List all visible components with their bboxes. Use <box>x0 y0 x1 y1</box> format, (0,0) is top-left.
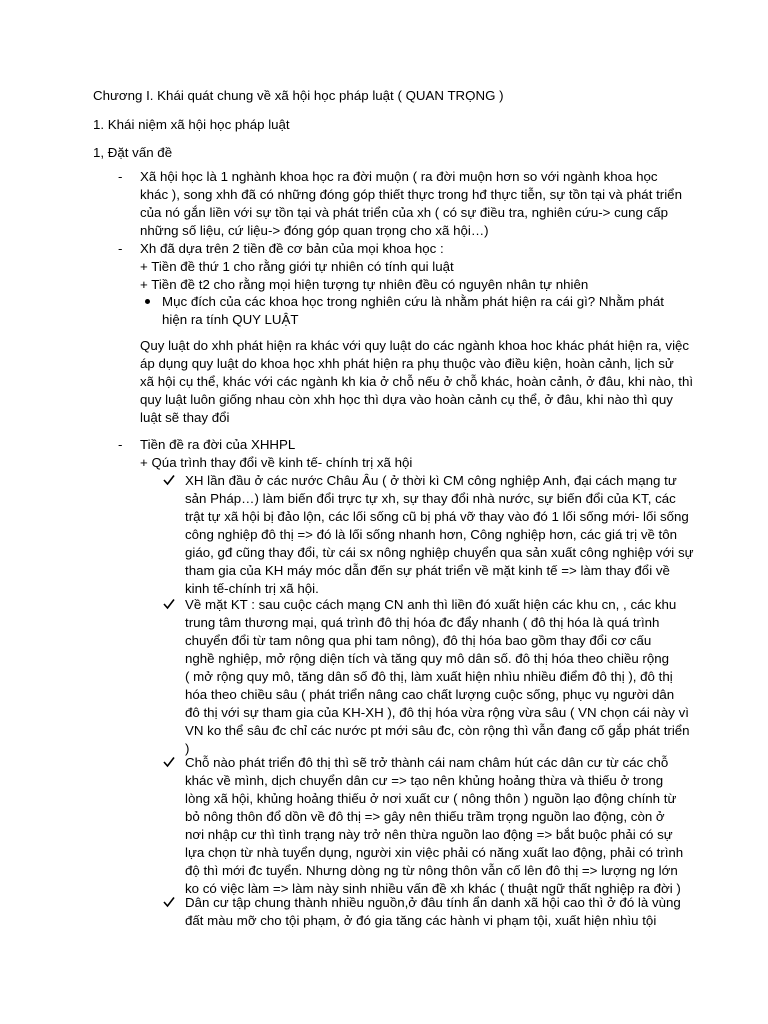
check-line: lựa chọn từ nhà tuyển dụng, người xin việc phải có năng xuất lao động, phải có trình <box>185 845 684 860</box>
check-line: ) <box>185 741 190 756</box>
check-line: đất màu mỡ cho tội phạm, ở đó gia tăng các hành vi phạm tội, xuất hiện nhìu tội <box>185 913 657 928</box>
check-line: Dân cư tập chung thành nhiều nguồn,ở đâu tính ẩn danh xã hội cao thì ở đó là vùng <box>185 895 681 910</box>
dot-line: Mục đích của các khoa học trong nghiên cứu là nhằm phát hiện ra cái gì? Nhằm phát <box>162 294 664 309</box>
check-line: trung tâm thương mại, quá trình đô thị hóa đc đẩy nhanh ( đô thị hóa là quá trình <box>185 615 660 630</box>
dash-marker: - <box>118 169 123 184</box>
check-line: ko có việc làm => làm này sinh nhiều vấn đề xh khác ( thuật ngữ thất nghiệp ra đời ) <box>185 881 681 896</box>
bullet-line: những số liệu, cứ liệu-> đóng góp quan trọng cho xã hội…) <box>140 223 489 238</box>
dash-marker: - <box>118 437 123 452</box>
checkmark-icon <box>162 895 176 909</box>
check-line: lòng xã hội, khủng hoảng thiếu ở nơi xuất cư ( nông thôn ) nguồn lạo động chính từ <box>185 791 677 806</box>
check-line: Chỗ nào phát triển đô thị thì sẽ trở thành cái nam châm hút các dân cư từ các chỗ <box>185 755 669 770</box>
paragraph-line: quy luật luôn giống nhau còn xhh học thì dựa vào hoàn cảnh cụ thể, ở đâu, khi nào thì quy <box>140 392 673 407</box>
check-line: VN ko thể sâu đc chỉ các nước pt mới sâu đc, còn rộng thì vẫn đang cố gắp phát triển <box>185 723 690 738</box>
check-line: hóa theo chiều sâu ( phát triển nâng cao chất lượng cuộc sống, phục vụ người dân <box>185 687 675 702</box>
check-line: XH lần đầu ở các nước Châu Âu ( ở thời kì CM công nghiệp Anh, đại cách mạng tư <box>185 473 677 488</box>
bullet-line: Xh đã dựa trên 2 tiền đề cơ bản của mọi khoa học : <box>140 241 444 256</box>
dot-line: hiện ra tính QUY LUẬT <box>162 312 299 327</box>
plus-line: + Tiền đề thứ 1 cho rằng giới tự nhiên có tính qui luật <box>140 259 454 274</box>
checkmark-icon <box>162 755 176 769</box>
chapter-title: Chương I. Khái quát chung về xã hội học pháp luật ( QUAN TRỌNG ) <box>93 88 504 103</box>
checkmark-icon <box>162 597 176 611</box>
paragraph-line: luật sẽ thay đổi <box>140 410 230 425</box>
bullet-line: Xã hội học là 1 nghành khoa học ra đời muộn ( ra đời muộn hơn so với ngành khoa học <box>140 169 658 184</box>
check-line: khác về mình, dịch chuyển dân cư => tạo nên khủng hoảng thừa và thiếu ở trong <box>185 773 664 788</box>
check-line: bỏ nông thôn đổ dồn về đô thị => gây nên thiếu trầm trọng nguồn lao động, còn ở <box>185 809 665 824</box>
checkmark-icon <box>162 473 176 487</box>
check-line: đô thị với sự tham gia của KH-XH ), đô thị hóa vừa rộng vừa sâu ( VN chọn cái này vì <box>185 705 689 720</box>
plus-line: + Qúa trình thay đổi về kinh tế- chính trị xã hội <box>140 455 413 470</box>
paragraph-line: xã hội cụ thể, khác với các ngành kh kia ở chỗ nếu ở chỗ khác, hoàn cảnh, ở đâu, khi nào, thì <box>140 374 694 389</box>
subsection-heading: 1, Đặt vấn đề <box>93 145 173 160</box>
check-line: trật tự xã hội bị đảo lộn, các lối sống cũ bị phá vỡ thay vào đó 1 lối sống mới- lối sống <box>185 509 689 524</box>
bullet-line: của nó gắn liền với sự tồn tại và phát triển của xh ( có sự điều tra, nghiên cứu-> cung cấp <box>140 205 669 220</box>
check-line: sản Pháp…) làm biến đổi trực tự xh, sự thay đổi nhà nước, sự biến đổi của KT, các <box>185 491 676 506</box>
check-line: độ thì mới đc tuyển. Nhưng dòng ng từ nông thôn vẫn cố lên đô thị => lượng ng lớn <box>185 863 678 878</box>
paragraph-line: áp dụng quy luật do khoa học xhh phát hiện ra phụ thuộc vào điều kiện, hoàn cảnh, lịch sử <box>140 356 674 371</box>
section-heading: 1. Khái niệm xã hội học pháp luật <box>93 117 290 132</box>
check-line: kinh tế-chính trị xã hội. <box>185 581 319 596</box>
check-line: tham gia của KH máy móc dẫn đến sự phát triển về mặt kinh tế => làm thay đổi về <box>185 563 670 578</box>
check-line: công nghiệp đô thị => đó là lối sống nhanh hơn, Công nghiệp hơn, các giá trị về tôn <box>185 527 678 542</box>
check-line: nơi nhập cư thì tình trạng này trở nên thừa nguồn lao động => bắt buộc phải có sự <box>185 827 673 842</box>
check-line: chuyển đổi từ tam nông qua phi tam nông), đô thị hóa bao gồm thay đổi cơ cấu <box>185 633 652 648</box>
check-line: giáo, gđ cũng thay đổi, từ cái sx nông nghiệp chuyển qua sản xuất công nghiệp với sự <box>185 545 694 560</box>
dash-marker: - <box>118 241 123 256</box>
check-line: Về mặt KT : sau cuộc cách mạng CN anh thì liền đó xuất hiện các khu cn, , các khu <box>185 597 677 612</box>
bullet-line: khác ), song xhh đã có những đóng góp thiết thực trong hđ thực tiễn, sự tồn tại và phát triển <box>140 187 682 202</box>
check-line: ( mở rộng quy mô, tăng dân số đô thị, làm xuất hiện nhìu nhiều điểm đô thị ), đô thị <box>185 669 673 684</box>
bullet-dot <box>145 299 150 304</box>
bullet-line: Tiền đề ra đời của XHHPL <box>140 437 296 452</box>
check-line: nghề nghiệp, mở rộng diện tích và tăng quy mô dân số. đô thị hóa theo chiều rộng <box>185 651 670 666</box>
plus-line: + Tiền đề t2 cho rằng mọi hiện tượng tự nhiên đều có nguyên nhân tự nhiên <box>140 277 589 292</box>
paragraph-line: Quy luật do xhh phát hiện ra khác với quy luật do các ngành khoa hoc khác phát hiện ra, việc <box>140 338 690 353</box>
